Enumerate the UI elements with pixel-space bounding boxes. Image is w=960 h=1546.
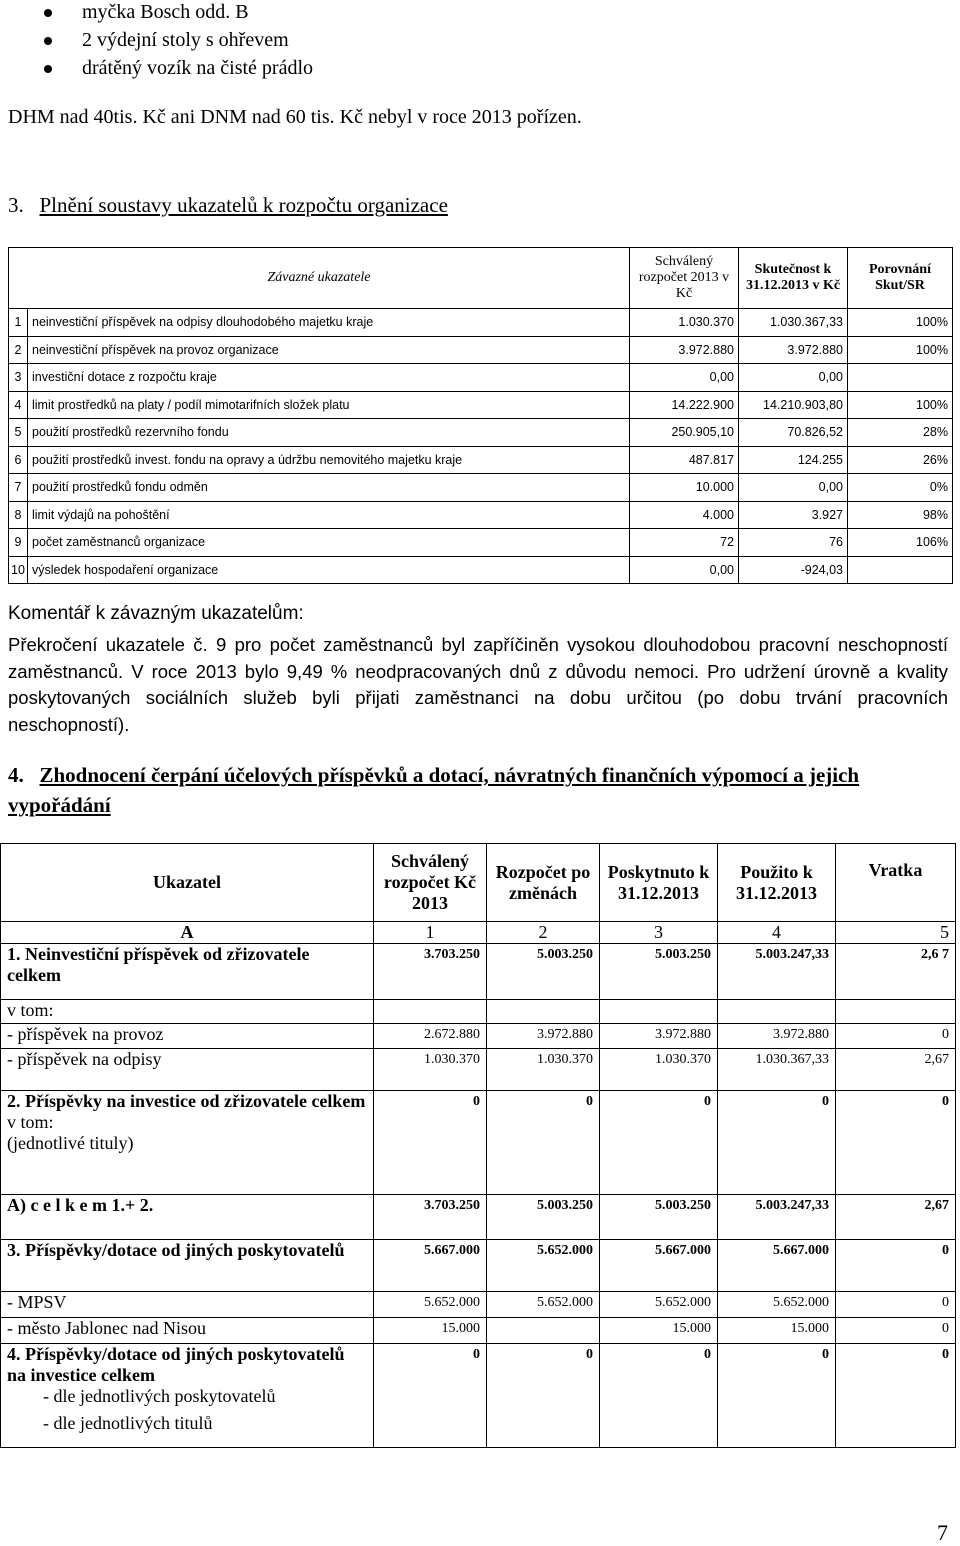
- row-label: použití prostředků rezervního fondu: [28, 419, 630, 447]
- comment-heading: Komentář k závazným ukazatelům:: [8, 603, 304, 624]
- row-actual: 0,00: [739, 364, 848, 392]
- row-actual: 3.972.880: [739, 336, 848, 364]
- row-label: použití prostředků invest. fondu na opravy a údržbu nemovitého majetku kraje: [28, 446, 630, 474]
- row-label: neinvestiční příspěvek na provoz organizace: [28, 336, 630, 364]
- row-percent: 98%: [848, 501, 953, 529]
- row-percent: 100%: [848, 336, 953, 364]
- table-row: 2. Příspěvky na investice od zřizovatele celkem v tom: (jednotlivé tituly) 0 0 0 0 0: [1, 1091, 956, 1195]
- row-number: 5: [9, 419, 28, 447]
- row-label: výsledek hospodaření organizace: [28, 556, 630, 584]
- table-row: [9, 529, 953, 557]
- row-label: použití prostředků fondu odměn: [28, 474, 630, 502]
- list-item: 2 výdejní stoly s ohřevem: [40, 28, 313, 56]
- row-number: 10: [9, 556, 28, 584]
- table-row: A) c e l k e m 1.+ 2. 3.703.250 5.003.250 5.003.250 5.003.247,33 2,67: [1, 1195, 956, 1240]
- contributions-table: [0, 843, 956, 1448]
- row-label: limit výdajů na pohoštění: [28, 501, 630, 529]
- row-actual: 124.255: [739, 446, 848, 474]
- bullet-icon: [44, 65, 52, 73]
- dhm-note: DHM nad 40tis. Kč ani DNM nad 60 tis. Kč nebyl v roce 2013 pořízen.: [8, 106, 582, 128]
- table-row: [9, 419, 953, 447]
- indicators-table: [8, 247, 953, 584]
- table-row: [9, 474, 953, 502]
- table-row: [9, 391, 953, 419]
- row-number: 2: [9, 336, 28, 364]
- row-label: neinvestiční příspěvek na odpisy dlouhodobého majetku kraje: [28, 309, 630, 337]
- row-actual: 14.210.903,80: [739, 391, 848, 419]
- row-number: 6: [9, 446, 28, 474]
- section-3-heading: 3. Plnění soustavy ukazatelů k rozpočtu organizace: [8, 193, 448, 217]
- row-label: limit prostředků na platy / podíl mimotarifních složek platu: [28, 391, 630, 419]
- row-actual: -924,03: [739, 556, 848, 584]
- row-actual: 3.927: [739, 501, 848, 529]
- row-budget: 14.222.900: [630, 391, 739, 419]
- row-budget: 72: [630, 529, 739, 557]
- table-row: 4. Příspěvky/dotace od jiných poskytovatelů na investice celkem - dle jednotlivých poskytovatelů - dle jednotlivých titulů 0 0 0 0 0: [1, 1344, 956, 1448]
- bullet-icon: [44, 9, 52, 17]
- row-actual: 70.826,52: [739, 419, 848, 447]
- page-number: 7: [937, 1520, 948, 1545]
- list-item: myčka Bosch odd. B: [40, 0, 313, 28]
- row-number: 7: [9, 474, 28, 502]
- table-header-row: Ukazatel Schválený rozpočet Kč 2013 Rozpočet po změnách Poskytnuto k 31.12.2013 Použito k 31.12.2013 Vratka: [1, 844, 956, 922]
- table-row: [9, 446, 953, 474]
- row-number: 4: [9, 391, 28, 419]
- row-percent: [848, 556, 953, 584]
- table-row: - MPSV 5.652.000 5.652.000 5.652.000 5.652.000 0: [1, 1292, 956, 1318]
- row-budget: 250.905,10: [630, 419, 739, 447]
- table-row: 1. Neinvestiční příspěvek od zřizovatele celkem 3.703.250 5.003.250 5.003.250 5.003.247,33 2,6 7: [1, 944, 956, 1000]
- comment-text: Překročení ukazatele č. 9 pro počet zaměstnanců byl zapříčiněn vysokou dlouhodobou pracovní neschopností zaměstnanců. V roce 2013 bylo 9,49 % neodpracovaných dnů z důvodu nemoci. Pro udržení úrovně a kvality poskytovaných sociálních služeb byli přijati zaměstnanci na dobu určitou (po dobu trvání pracovních neschopností).: [8, 634, 948, 735]
- row-label: počet zaměstnanců organizace: [28, 529, 630, 557]
- row-actual: 0,00: [739, 474, 848, 502]
- row-actual: 1.030.367,33: [739, 309, 848, 337]
- list-item: drátěný vozík na čisté prádlo: [40, 56, 313, 84]
- row-percent: 106%: [848, 529, 953, 557]
- row-percent: 28%: [848, 419, 953, 447]
- row-budget: 4.000: [630, 501, 739, 529]
- bullet-icon: [44, 37, 52, 45]
- row-percent: 26%: [848, 446, 953, 474]
- row-number: 3: [9, 364, 28, 392]
- row-percent: [848, 364, 953, 392]
- section-4-heading: 4. Zhodnocení čerpání účelových příspěvků a dotací, návratných finančních výpomocí a jejich vypořádání: [8, 763, 860, 817]
- row-percent: 100%: [848, 391, 953, 419]
- table-row: v tom:: [1, 1000, 956, 1024]
- row-budget: 1.030.370: [630, 309, 739, 337]
- row-percent: 0%: [848, 474, 953, 502]
- row-budget: 487.817: [630, 446, 739, 474]
- row-budget: 3.972.880: [630, 336, 739, 364]
- table-row: [9, 336, 953, 364]
- table-row: 3. Příspěvky/dotace od jiných poskytovatelů 5.667.000 5.652.000 5.667.000 5.667.000 0: [1, 1240, 956, 1292]
- row-percent: 100%: [848, 309, 953, 337]
- row-label: investiční dotace z rozpočtu kraje: [28, 364, 630, 392]
- row-number: 9: [9, 529, 28, 557]
- row-number: 8: [9, 501, 28, 529]
- table-row: - město Jablonec nad Nisou 15.000 15.000 15.000 0: [1, 1318, 956, 1344]
- table-header-row: [9, 248, 953, 309]
- row-budget: 0,00: [630, 556, 739, 584]
- row-actual: 76: [739, 529, 848, 557]
- indicators-body: [9, 309, 953, 584]
- row-budget: 0,00: [630, 364, 739, 392]
- equipment-list: [40, 0, 313, 84]
- header-actual: Skutečnost k 31.12.2013 v Kč: [739, 248, 848, 309]
- table-row: [9, 556, 953, 584]
- row-budget: 10.000: [630, 474, 739, 502]
- table-row: [9, 501, 953, 529]
- index-row: A 1 2 3 4 5: [1, 922, 956, 944]
- table-row: [9, 364, 953, 392]
- row-number: 1: [9, 309, 28, 337]
- table-row: - příspěvek na odpisy 1.030.370 1.030.370 1.030.370 1.030.367,33 2,67: [1, 1049, 956, 1091]
- header-budget: Schválený rozpočet 2013 v Kč: [630, 248, 739, 309]
- header-indicators: Závazné ukazatele: [9, 248, 630, 309]
- header-compare: Porovnání Skut/SR: [848, 248, 953, 309]
- table-row: [9, 309, 953, 337]
- table-row: - příspěvek na provoz 2.672.880 3.972.880 3.972.880 3.972.880 0: [1, 1024, 956, 1049]
